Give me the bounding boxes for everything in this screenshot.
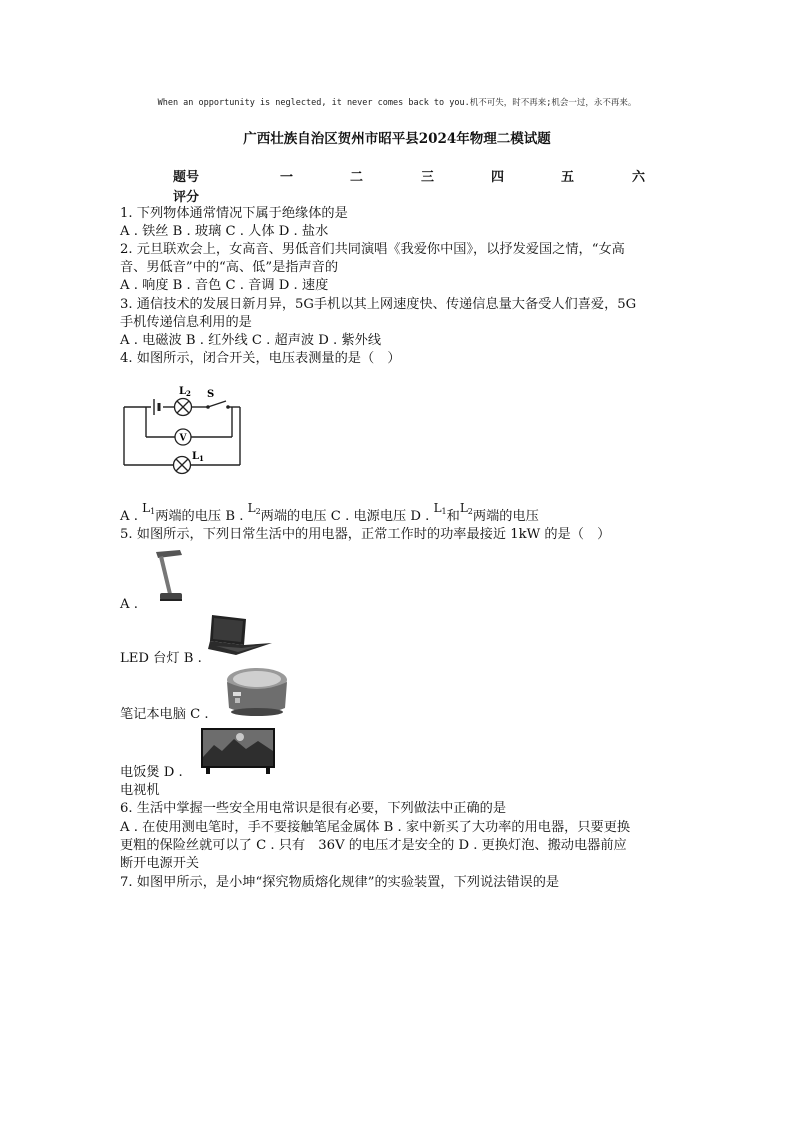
voltmeter-label: V xyxy=(179,433,187,444)
q4-option-d-text: 两端的电压 xyxy=(472,509,539,524)
q5-option-d-name: 电视机 xyxy=(120,783,160,798)
q1-stem: 1. 下列物体通常情况下属于绝缘体的是 xyxy=(120,206,348,221)
q3-options: A . 电磁波 B . 红外线 C . 超声波 D . 紫外线 xyxy=(120,333,382,348)
battery-symbol xyxy=(154,399,159,415)
q7-stem: 7. 如图甲所示，是小坤“探究物质熔化规律”的实验装置，下列说法错误的是 xyxy=(120,875,560,890)
score-col-6: 六 xyxy=(632,170,646,185)
symbol-l1: $L_1$ xyxy=(142,501,156,516)
lamp-l1-label: $L_1$ xyxy=(192,451,204,463)
q2-stem-line2: 音、男低音”中的“高、低”是指声音的 xyxy=(120,260,339,275)
score-col-2: 二 xyxy=(350,170,364,185)
q6-stem: 6. 生活中掌握一些安全用电常识是很有必要，下列做法中正确的是 xyxy=(120,801,507,816)
q4-option-d-and: 和 xyxy=(446,509,460,524)
led-desk-lamp-image xyxy=(146,548,188,606)
q3-stem-line1: 3. 通信技术的发展日新月异，5G手机以其上网速度快、传递信息量大备受人们喜爱，5G xyxy=(120,297,637,312)
symbol-l1: $L_1$ xyxy=(433,501,447,516)
score-col-3: 三 xyxy=(421,170,435,185)
q4-option-b-text: 两端的电压 C . 电源电压 D . xyxy=(260,509,430,524)
q5-stem: 5. 如图所示，下列日常生活中的用电器，正常工作时的功率最接近 1kW 的是（ ） xyxy=(120,527,611,542)
circuit-diagram xyxy=(118,385,248,475)
q3-stem-line2: 手机传递信息利用的是 xyxy=(120,315,252,330)
score-col-5: 五 xyxy=(561,170,575,185)
q5-line-b: LED 台灯 B . xyxy=(120,651,202,666)
laptop-image xyxy=(206,613,276,661)
lamp-l2-label: $L_2$ xyxy=(179,386,191,398)
q2-stem-line1: 2. 元旦联欢会上，女高音、男低音们共同演唱《我爱你中国》，以抒发爱国之情，“女高 xyxy=(120,242,625,257)
q4-stem: 4. 如图所示，闭合开关，电压表测量的是（ ） xyxy=(120,351,401,366)
q4-option-a-text: 两端的电压 B . xyxy=(155,509,244,524)
switch-contact xyxy=(206,405,210,409)
symbol-l2: $L_2$ xyxy=(247,501,261,516)
television-image xyxy=(200,727,276,775)
switch-label: S xyxy=(207,389,215,400)
q6-line1: A . 在使用测电笔时，手不要接触笔尾金属体 B . 家中新买了大功率的用电器，只要更换 xyxy=(120,820,631,835)
q5-line-c: 笔记本电脑 C . xyxy=(120,707,209,722)
lamp-l1-symbol xyxy=(174,457,191,474)
q5-line-d: 电饭煲 D . xyxy=(120,765,183,780)
score-col-label: 题号 xyxy=(173,170,200,185)
score-col-1: 一 xyxy=(280,170,294,185)
lamp-l2-symbol xyxy=(175,399,192,416)
q4-options xyxy=(120,501,539,528)
q4-option-a-label: A . xyxy=(120,509,138,524)
rice-cooker-image xyxy=(221,664,293,720)
q6-line3: 断开电源开关 xyxy=(120,856,200,871)
q6-line2: 更粗的保险丝就可以了 C . 只有 36V 的电压才是安全的 D . 更换灯泡、搬动电器前应 xyxy=(120,838,627,853)
q5-option-a-label: A . xyxy=(120,597,138,612)
q1-options: A . 铁丝 B . 玻璃 C . 人体 D . 盐水 xyxy=(120,224,329,239)
q2-options: A . 响度 B . 音色 C . 音调 D . 速度 xyxy=(120,278,329,293)
score-row-label: 评分 xyxy=(173,190,200,205)
header-quote: When an opportunity is neglected, it never comes back to you.机不可失，时不再来;机会一过，永不再来。 xyxy=(157,98,637,108)
page-title: 广西壮族自治区贺州市昭平县2024年物理二模试题 xyxy=(243,131,551,147)
symbol-l2: $L_2$ xyxy=(459,501,473,516)
score-col-4: 四 xyxy=(491,170,505,185)
switch-contact xyxy=(226,405,230,409)
